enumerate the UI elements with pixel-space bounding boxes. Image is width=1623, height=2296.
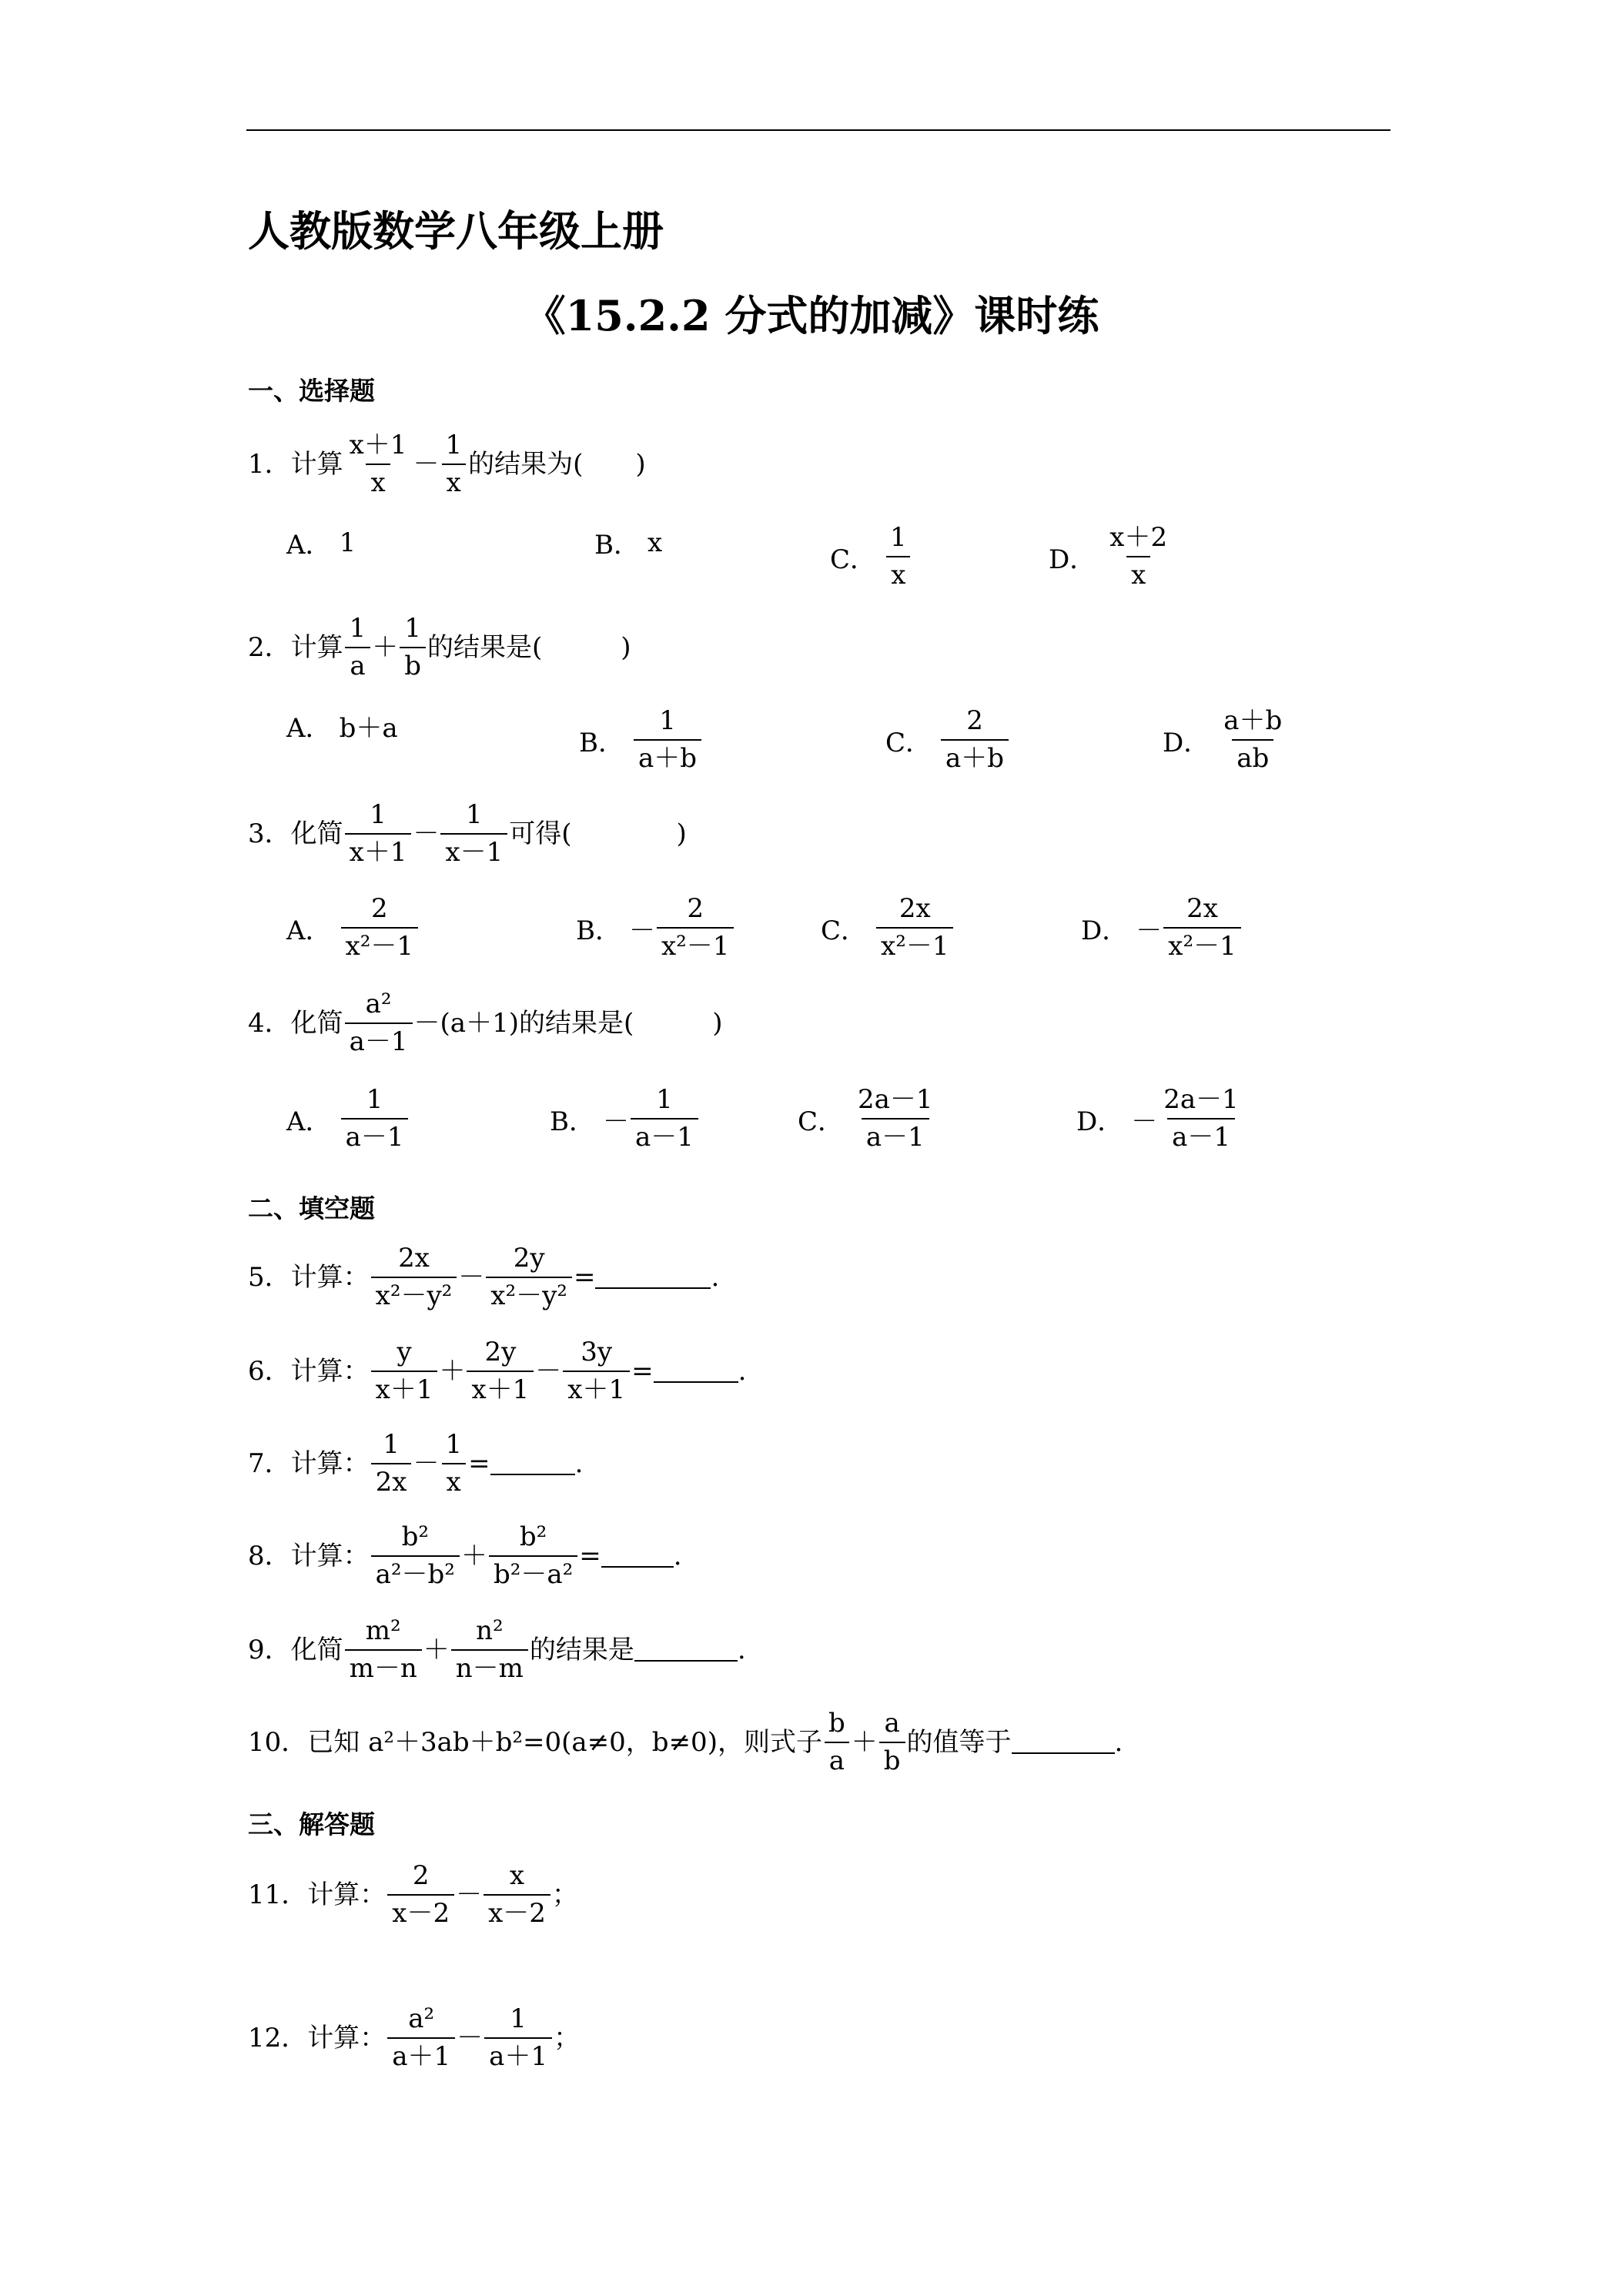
question-2: 2．计算 $\frac{1}{a}$ ＋ $\frac{1}{b}$ 的结果是( )	[248, 613, 631, 682]
q1-option-d: D． $\frac{x+2}{x}$	[1049, 522, 1168, 591]
header-rule	[246, 129, 1390, 131]
q2-option-d: D． $\frac{a+b}{ab}$	[1163, 705, 1283, 775]
q3-option-d: D． － $\frac{2x}{\text{x²－1}}$	[1081, 895, 1243, 962]
q4-option-a: A． $\frac{1}{a-1}$	[286, 1086, 410, 1153]
q2-option-a: A． b＋a	[286, 713, 398, 744]
question-7: 7．计算： $\frac{1}{2x}$ － $\frac{1}{x}$ = .	[248, 1429, 584, 1498]
question-9: 9．化简 $\frac{\text{m²}}{m-n}$ ＋ $\frac{\text{n²}}{n-m}$ 的结果是 .	[248, 1615, 746, 1685]
q1-option-b: B． x	[594, 527, 663, 561]
q2-fraction-1: $\frac{1}{a}$	[345, 614, 371, 681]
q1-prefix: 1．计算	[248, 449, 343, 480]
q4-option-c: C． $\frac{2a-1}{a-1}$	[798, 1084, 933, 1153]
q10-answer-blank[interactable]	[1012, 1731, 1115, 1754]
question-4: 4．化简 $\frac{\text{a²}}{a-1}$ －(a＋1)的结果是( )	[248, 989, 723, 1058]
q1-option-a: A． 1	[286, 527, 356, 561]
question-12: 12．计算： $\frac{\text{a²}}{a+1}$ － $\frac{1}{a+1}$ ；	[248, 2003, 581, 2073]
q3-fraction-2: $\frac{1}{x-1}$	[440, 801, 507, 868]
q1-option-c: C． $\frac{1}{x}$	[830, 524, 913, 591]
q2-option-c: C． $\frac{2}{a+b}$	[885, 707, 1010, 774]
q5-answer-blank[interactable]	[595, 1266, 711, 1289]
section-choice: 一、选择题	[248, 376, 375, 406]
question-6: 6．计算： $\frac{y}{x+1}$ ＋ $\frac{2y}{x+1}$ － $\frac{3y}{x+1}$ = .	[248, 1337, 747, 1406]
q1-fraction-2: $\frac{1}{x}$	[440, 431, 467, 498]
q9-answer-blank[interactable]	[634, 1638, 738, 1662]
page-title: 《15.2.2 分式的加减》课时练	[524, 291, 1099, 340]
question-8: 8．计算： $\frac{\text{b²}}{\text{a²－b²}}$ ＋ $\frac{\text{b²}}{\text{b²－a²}}$ = .	[248, 1521, 682, 1591]
question-1: 1．计算 $\frac{x+1}{x}$ － $\frac{1}{x}$ 的结果为( )	[248, 430, 646, 499]
q3-option-c: C． $\frac{2x}{\text{x²－1}}$	[821, 895, 955, 962]
q2-fraction-2: $\frac{1}{b}$	[400, 614, 426, 681]
q8-answer-blank[interactable]	[601, 1545, 674, 1568]
q6-answer-blank[interactable]	[654, 1360, 738, 1383]
q7-answer-blank[interactable]	[490, 1452, 575, 1475]
question-5: 5．计算： $\frac{2x}{\text{x²－y²}}$ － $\frac{2y}{\text{x²－y²}}$ = .	[248, 1243, 720, 1312]
section-answer: 三、解答题	[248, 1809, 375, 1839]
q3-option-a: A． $\frac{2}{\text{x²－1}}$	[286, 895, 420, 962]
q4-option-d: D． － $\frac{2a-1}{a-1}$	[1076, 1084, 1239, 1153]
question-3: 3．化简 $\frac{1}{x+1}$ － $\frac{1}{x-1}$ 可得( )	[248, 799, 687, 869]
q3-fraction-1: $\frac{1}{x+1}$	[345, 801, 412, 868]
q2-option-b: B． $\frac{1}{a+b}$	[579, 707, 703, 774]
subject-heading: 人教版数学八年级上册	[248, 206, 664, 256]
section-fill: 二、填空题	[248, 1193, 375, 1223]
q1-fraction-1: $\frac{x+1}{x}$	[349, 430, 407, 499]
question-11: 11．计算： $\frac{2}{x-2}$ － $\frac{x}{x-2}$ ；	[248, 1860, 578, 1930]
question-10: 10．已知 a²＋3ab＋b²=0(a≠0，b≠0)，则式子 $\frac{b}{a}$ ＋ $\frac{a}{b}$ 的值等于 .	[248, 1708, 1123, 1777]
q3-option-b: B． － $\frac{2}{\text{x²－1}}$	[576, 895, 735, 962]
q4-fraction-1: $\frac{\text{a²}}{a-1}$	[345, 990, 413, 1057]
q4-option-b: B． － $\frac{1}{a-1}$	[550, 1086, 700, 1153]
